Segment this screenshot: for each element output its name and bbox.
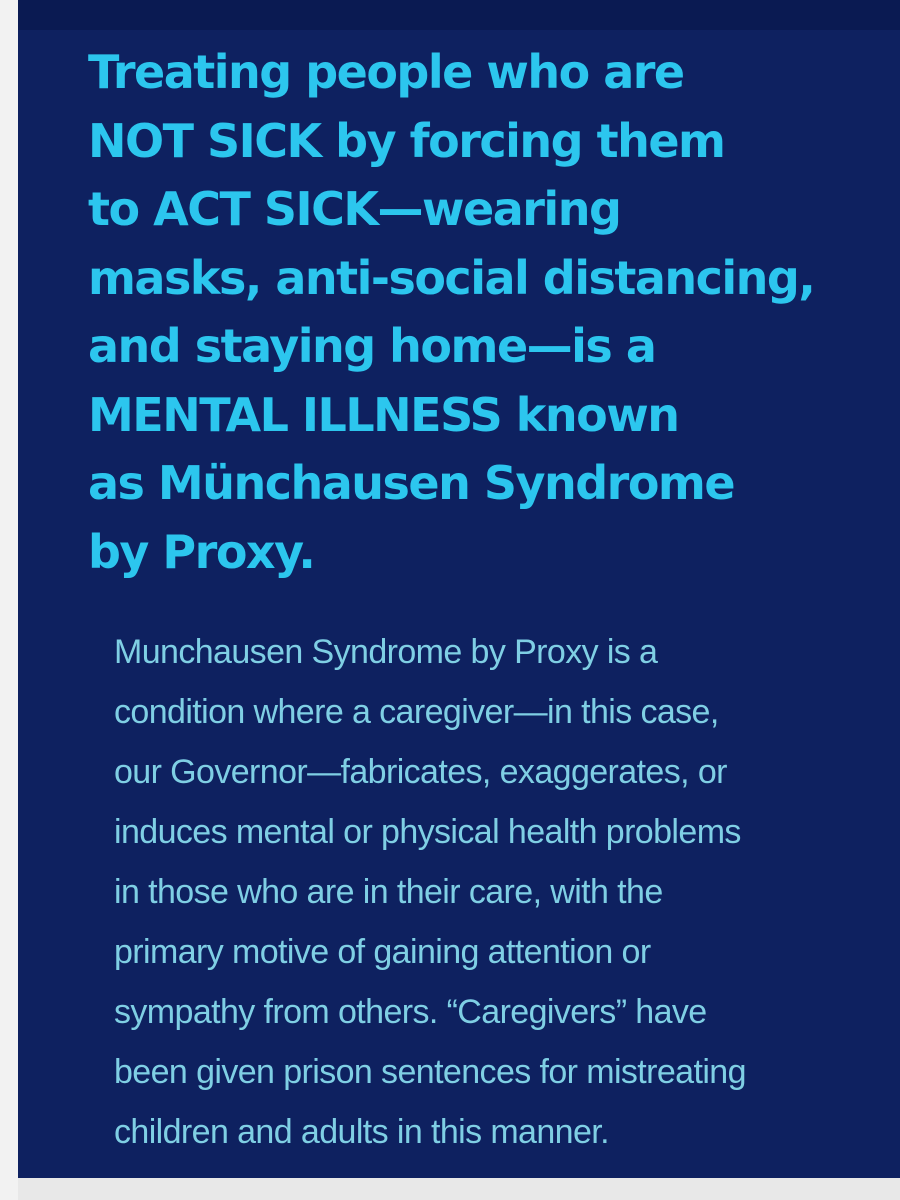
body-line-2: condition where a caregiver—in this case, [114,693,719,731]
body-line-1: Munchausen Syndrome by Proxy is a [114,633,658,671]
top-edge-strip [18,0,900,30]
body-line-6: primary motive of gaining attention or [114,933,651,971]
headline-line-2: NOT SICK by forcing them [88,113,725,168]
headline-line-3: to ACT SICK—wearing [88,182,621,236]
body-line-5: in those who are in their care, with the [114,873,663,911]
headline [88,38,878,586]
text-card [18,0,900,1200]
body-line-4: induces mental or physical health problems [114,813,741,851]
headline-line-1: Treating people who are [88,45,684,99]
body-paragraph [114,622,884,1162]
headline-line-7: as Münchausen Syndrome [88,456,735,510]
headline-line-5: and staying home—is a [88,319,656,373]
headline-line-4: masks, anti-social distancing, [88,250,815,305]
body-line-8: been given prison sentences for mistreating [114,1053,746,1091]
body-line-3: our Governor—fabricates, exaggerates, or [114,753,727,791]
headline-line-6: MENTAL ILLNESS known [88,387,679,442]
headline-line-8: by Proxy. [88,524,315,579]
bottom-edge-strip [18,1178,900,1200]
body-line-9: children and adults in this manner. [114,1113,609,1151]
body-line-7: sympathy from others. “Caregivers” have [114,993,707,1031]
